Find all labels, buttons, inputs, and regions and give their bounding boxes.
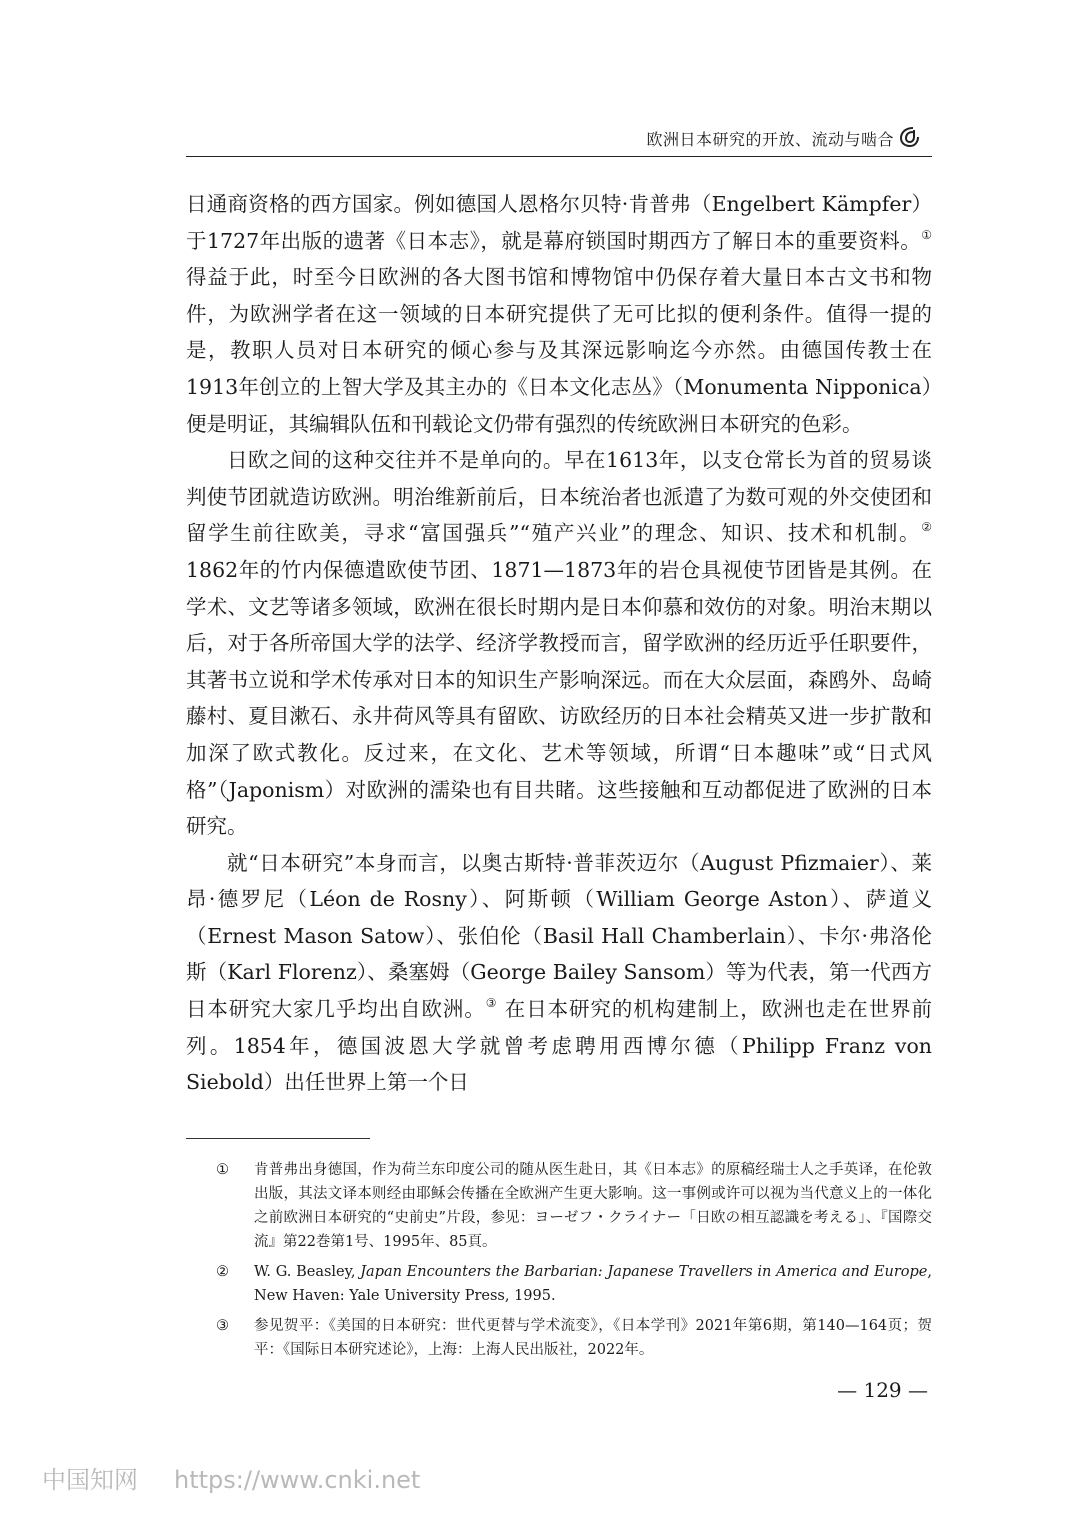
footnote-text: 参见贺平：《美国的日本研究：世代更替与学术流变》，《日本学刊》2021年第6期，第140—164页；贺平：《国际日本研究述论》，上海：上海人民出版社，2022年。 (254, 1318, 932, 1358)
footnote-2 (186, 1260, 932, 1308)
running-header (186, 122, 932, 157)
footnote-ref-3[interactable]: ③ (485, 996, 498, 1011)
book-title: Japan Encounters the Barbarian: Japanese Travellers in America and Europe (360, 1264, 928, 1280)
footnote-divider (186, 1138, 370, 1139)
paragraph-1: 日通商资格的西方国家。例如德国人恩格尔贝特·肯普弗（Engelbert Kämpfer）于1727年出版的遗著《日本志》，就是幕府锁国时期西方了解日本的重要资料。① 得益于此，时至今日欧洲的各大图书馆和博物馆中仍保存着大量日本古文书和物件，为欧洲学者在这一领域的日本研究提供了无可比拟的便利条件。值得一提的是，教职人员对日本研究的倾心参与及其深远影响迄今亦然。由德国传教士在1913年创立的上智大学及其主办的《日本文化志丛》（Monumenta Nipponica）便是明证，其编辑队伍和刊载论文仍带有强烈的传统欧洲日本研究的色彩。 (186, 192, 932, 436)
journal-logo-icon (898, 125, 922, 149)
footnote-text: W. G. Beasley, Japan Encounters the Barbarian: Japanese Travellers in America and Europe, New Haven: Yale University Press, 1995. (254, 1264, 932, 1304)
footnote-number: ③ (216, 1318, 229, 1334)
footnote-ref-2[interactable]: ② (921, 520, 932, 535)
watermark-url[interactable]: https://www.cnki.net (174, 1466, 421, 1494)
footnote-ref-1[interactable]: ① (921, 227, 932, 242)
watermark-brand: 中国知网 (42, 1466, 138, 1494)
paragraph-3: 就“日本研究”本身而言，以奥古斯特·普菲茨迈尔（August Pfizmaier）、莱昂·德罗尼（Léon de Rosny）、阿斯顿（William George Aston）、萨道义（Ernest Mason Satow）、张伯伦（Basil Hall Chamberlain）、卡尔·弗洛伦斯（Karl Florenz）、桑塞姆（George Bailey Sansom）等为代表，第一代西方日本研究大家几乎均出自欧洲。③ 在日本研究的机构建制上，欧洲也走在世界前列。1854年，德国波恩大学就曾考虑聘用西博尔德（Philipp Franz von Siebold）出任世界上第一个日 (186, 850, 933, 1095)
page-number: — 129 — (837, 1378, 928, 1402)
footnote-number: ① (216, 1162, 229, 1178)
footnote-1 (186, 1158, 932, 1254)
body-text (186, 186, 932, 1101)
running-title: 欧洲日本研究的开放、流动与啮合 (646, 130, 894, 149)
watermark (42, 1460, 456, 1495)
paragraph-2: 日欧之间的这种交往并不是单向的。早在1613年，以支仓常长为首的贸易谈判使节团就造访欧洲。明治维新前后，日本统治者也派遣了为数可观的外交使团和留学生前往欧美，寻求“富国强兵”“殖产兴业”的理念、知识、技术和机制。② 1862年的竹内保德遣欧使节团、1871—1873年的岩仓具视使节团皆是其例。在学术、文艺等诸多领域，欧洲在很长时期内是日本仰慕和效仿的对象。明治末期以后，对于各所帝国大学的法学、经济学教授而言，留学欧洲的经历近乎任职要件，其著书立说和学术传承对日本的知识生产影响深远。而在大众层面，森鸥外、岛崎藤村、夏目漱石、永井荷风等具有留欧、访欧经历的日本社会精英又进一步扩散和加深了欧式教化。反过来，在文化、艺术等领域，所谓“日本趣味”或“日式风格”（Japonism）对欧洲的濡染也有目共睹。这些接触和互动都促进了欧洲的日本研究。 (186, 448, 932, 839)
footnotes (186, 1158, 932, 1368)
footnote-3 (186, 1314, 932, 1362)
footnote-number: ② (216, 1264, 229, 1280)
footnote-text: 肯普弗出身德国，作为荷兰东印度公司的随从医生赴日，其《日本志》的原稿经瑞士人之手英译，在伦敦出版，其法文译本则经由耶稣会传播在全欧洲产生更大影响。这一事例或许可以视为当代意义上的一体化之前欧洲日本研究的“史前史”片段，参见：ヨーゼフ・クライナー「日欧の相互認識を考える」、『国際交流』第22巻第1号、1995年、85頁。 (254, 1162, 932, 1250)
